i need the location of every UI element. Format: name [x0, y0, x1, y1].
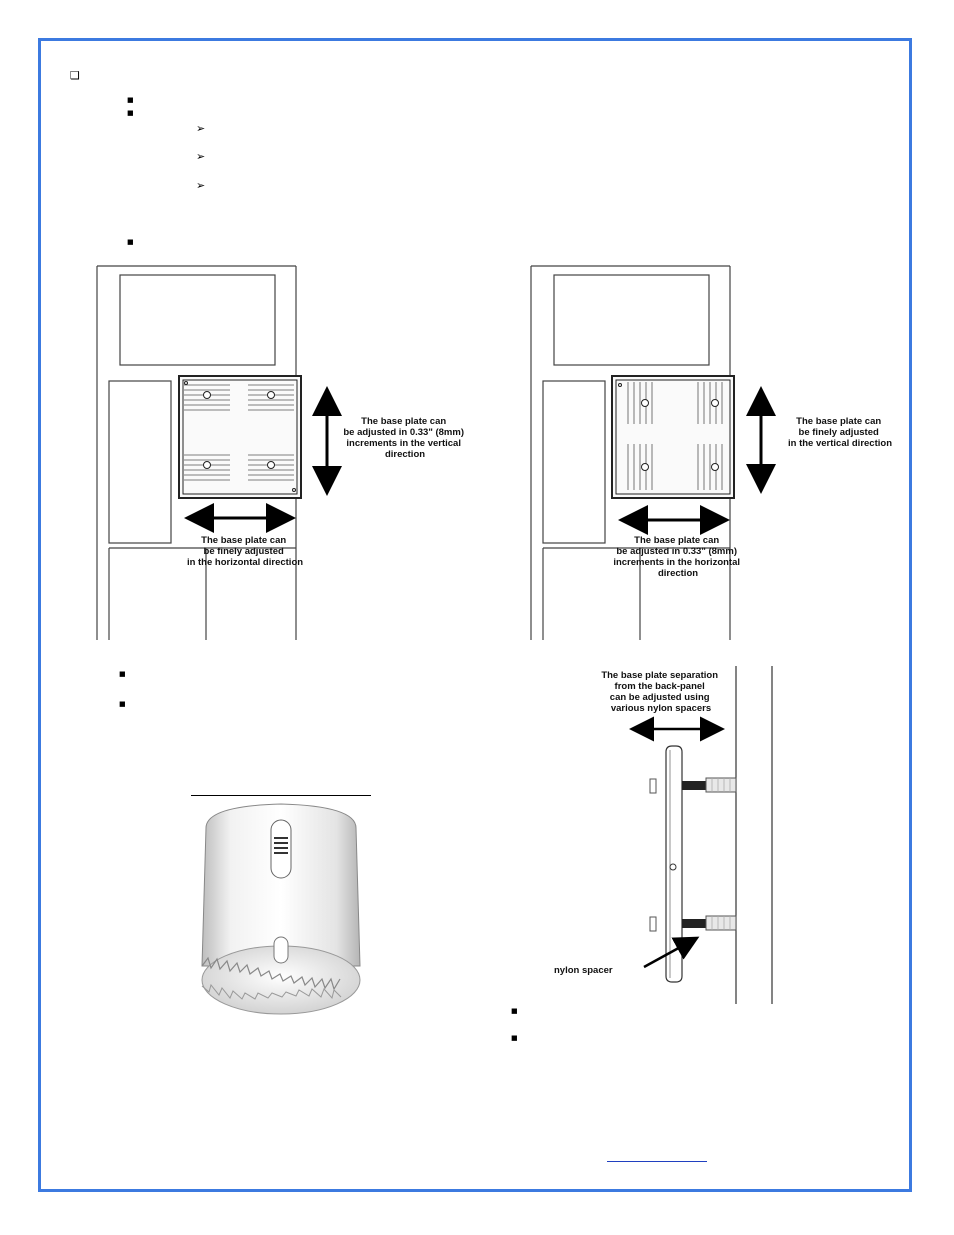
square-bullet-icon: ■	[119, 700, 126, 708]
square-bullet-icon: ■	[119, 670, 126, 678]
label-line: can be adjusted using	[609, 692, 710, 703]
label-line: be finely adjusted	[203, 546, 284, 557]
label-line: The base plate can	[201, 535, 287, 546]
square-bullet-icon: ■	[127, 96, 134, 104]
square-bullet-icon: ■	[127, 238, 134, 246]
front-view-figure-horizontal	[528, 264, 900, 640]
arrow-bullet-icon: ➢	[196, 150, 206, 163]
square-bullet-icon: ■	[511, 1007, 518, 1015]
nylon-spacer	[706, 916, 736, 930]
label-line: be adjusted in 0.33" (8mm)	[616, 546, 738, 557]
label-line: increments in the horizontal	[613, 557, 741, 568]
label-line: be adjusted in 0.33" (8mm)	[343, 427, 465, 438]
label-line: in the vertical direction	[788, 438, 892, 449]
label-line: be finely adjusted	[798, 427, 879, 438]
checkbox-icon: ❑	[70, 69, 80, 82]
nylon-spacer	[706, 778, 736, 792]
label-line: The base plate can	[361, 416, 447, 427]
label-line: direction	[384, 449, 426, 460]
label-line: direction	[657, 568, 699, 579]
side-view-figure	[552, 664, 788, 1006]
arrow-bullet-icon: ➢	[196, 179, 206, 192]
label-line: The base plate can	[634, 535, 720, 546]
label-line: increments in the vertical	[346, 438, 461, 449]
label-line: The base plate can	[796, 416, 882, 427]
vertical-adjust-label	[343, 416, 466, 460]
caption-rule	[191, 795, 371, 796]
separation-label	[601, 670, 720, 714]
label-line: in the horizontal direction	[186, 557, 304, 568]
hyperlink-underline[interactable]	[607, 1161, 707, 1162]
vertical-adjust-label	[788, 416, 892, 449]
horizontal-adjust-label	[613, 535, 742, 579]
front-view-figure-vertical	[94, 264, 484, 640]
label-line: The base plate separation	[601, 670, 719, 681]
nylon-spacer-label: nylon spacer	[554, 965, 613, 976]
horizontal-adjust-label	[187, 535, 303, 568]
arrow-bullet-icon: ➢	[196, 122, 206, 135]
square-bullet-icon: ■	[511, 1034, 518, 1042]
square-bullet-icon: ■	[127, 109, 134, 117]
label-line: from the back-panel	[614, 681, 705, 692]
hole-saw-icon	[192, 798, 370, 1024]
label-line: various nylon spacers	[610, 703, 712, 714]
